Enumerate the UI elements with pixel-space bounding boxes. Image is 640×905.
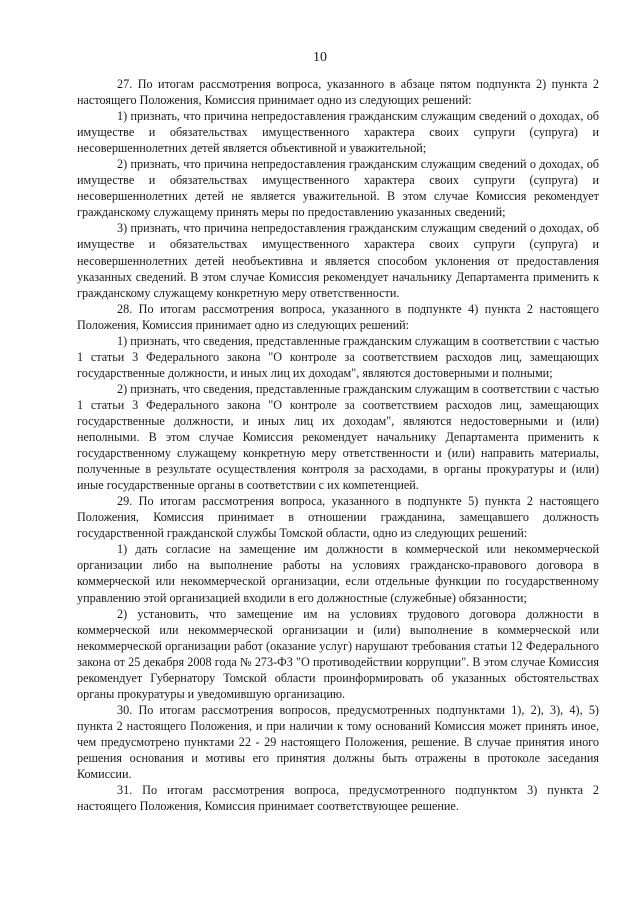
paragraph-29-item-1: 1) дать согласие на замещение им должности в коммерческой или некоммерческой организации либо на выполнение работы на условиях гражданско-правового договора в коммерческой или некоммерческой организации, если отдельные функции по государственному управлению этой организацией входили в его должностные (служебные) обязанности; [77,542,599,605]
paragraph-29-item-2: 2) установить, что замещение им на условиях трудового договора должности в коммерческой или некоммерческой организации и (или) выполнение в коммерческой или некоммерческой организации работ (оказание услуг) нарушают требования статьи 12 Федерального закона от 25 декабря 2008 года № 273-ФЗ "О противодействии коррупции". В этом случае Комиссия рекомендует Губернатору Томской области проинформировать об указанных обстоятельствах органы прокуратуры и уведомившую организацию. [77,606,599,701]
paragraph-31: 31. По итогам рассмотрения вопроса, предусмотренного подпунктом 3) пункта 2 настоящего Положения, Комиссия принимает соответствующее решение. [77,783,599,814]
page-number: 10 [313,50,327,65]
paragraph-28: 28. По итогам рассмотрения вопроса, указанного в подпункте 4) пункта 2 настоящего Положения, Комиссия принимает одно из следующих решений: [77,301,599,332]
paragraph-28-item-1: 1) признать, что сведения, представленные гражданским служащим в соответствии с частью 1 статьи 3 Федерального закона "О контроле за соответствием расходов лиц, замещающих государственные должности, и иных лиц их доходам", являются достоверными и полными; [77,333,599,380]
paragraph-30: 30. По итогам рассмотрения вопросов, предусмотренных подпунктами 1), 2), 3), 4), 5) пункта 2 настоящего Положения, и при наличии к тому оснований Комиссия может принять иное, чем предусмотрено пунктами 22 - 29 настоящего Положения, решение. В случае принятия иного решения основания и мотивы его принятия должны быть отражены в протоколе заседания Комиссии. [77,702,599,782]
paragraph-27: 27. По итогам рассмотрения вопроса, указанного в абзаце пятом подпункта 2) пункта 2 настоящего Положения, Комиссия принимает одно из следующих решений: [77,77,599,108]
paragraph-27-item-2: 2) признать, что причина непредоставления гражданским служащим сведений о доходах, об имуществе и обязательствах имущественного характера своих супруги (супруга) и несовершеннолетних детей не является уважительной. В этом случае Комиссия рекомендует гражданскому служащему принять меры по предоставлению указанных сведений; [77,157,599,220]
paragraph-27-item-1: 1) признать, что причина непредоставления гражданским служащим сведений о доходах, об имуществе и обязательствах имущественного характера своих супруги (супруга) и несовершеннолетних детей является объективной и уважительной; [77,109,599,156]
paragraph-28-item-2: 2) признать, что сведения, представленные гражданским служащим в соответствии с частью 1 статьи 3 Федерального закона "О контроле за соответствием расходов лиц, замещающих государственные должности, и иных лиц их доходам", являются недостоверными и (или) неполными. В этом случае Комиссия рекомендует начальнику Департамента применить к государственному служащему конкретную меру ответственности и (или) направить материалы, полученные в результате осуществления контроля за расходами, в органы прокуратуры и (или) иные государственные органы в соответствии с их компетенцией. [77,381,599,493]
paragraph-29: 29. По итогам рассмотрения вопроса, указанного в подпункте 5) пункта 2 настоящего Положения, Комиссия принимает в отношении гражданина, замещавшего должность государственной гражданской службы Томской области, одно из следующих решений: [77,494,599,541]
document-body [77,76,599,814]
paragraph-27-item-3: 3) признать, что причина непредоставления гражданским служащим сведений о доходах, об имуществе и обязательствах имущественного характера своих супруги (супруга) и несовершеннолетних детей необъективна и является способом уклонения от предоставления указанных сведений. В этом случае Комиссия рекомендует начальнику Департамента применить к гражданскому служащему конкретную меру ответственности. [77,221,599,300]
